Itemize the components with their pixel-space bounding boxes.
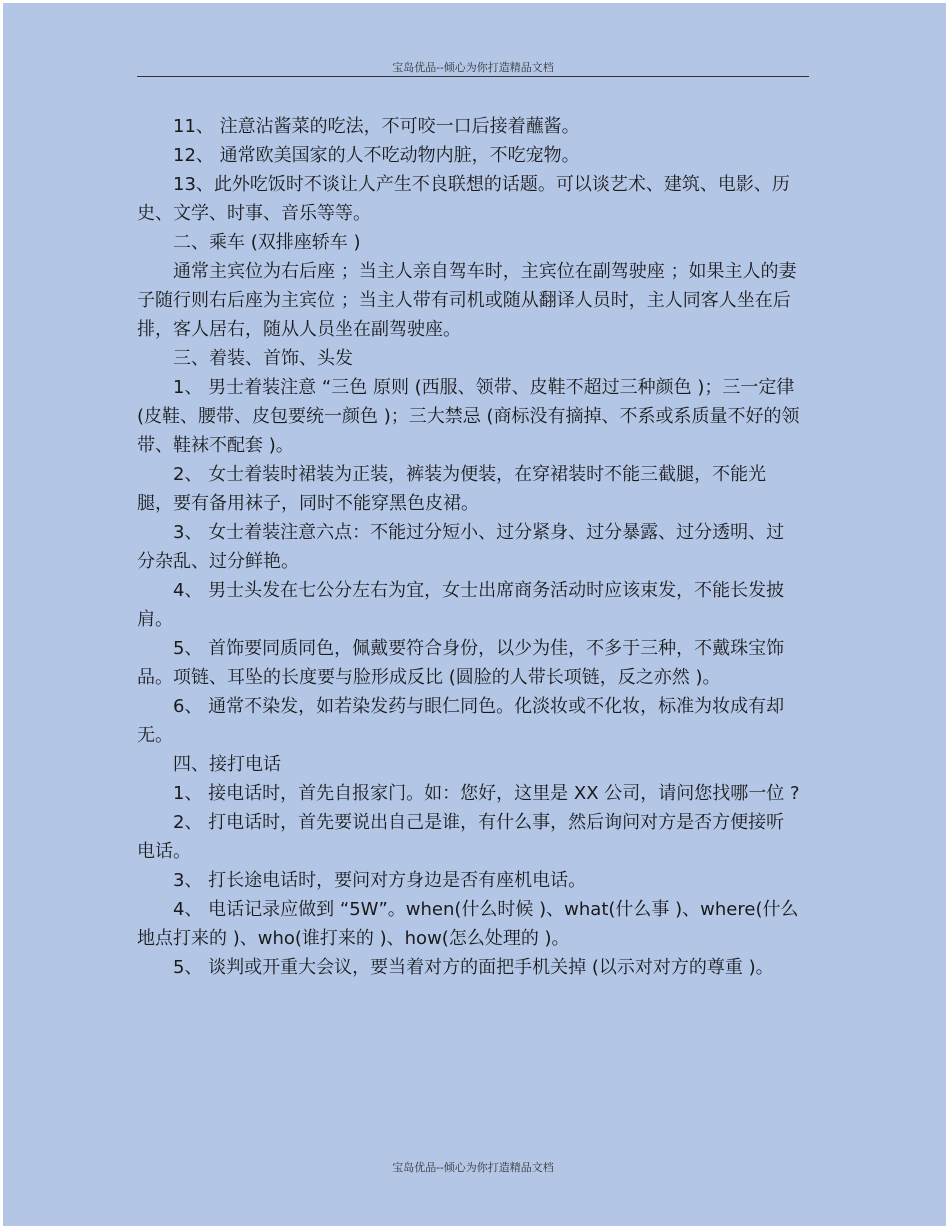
dress-item-6-paragraph: 6、 通常不染发，如若染发药与眼仁同色。化淡妆或不化妆，标准为妆成有却无。: [137, 696, 785, 746]
section-riding-heading: 二、乘车 (双排座轿车 ): [173, 232, 361, 253]
section-dress-heading: 三、着装、首饰、头发: [173, 348, 353, 369]
dress-item-4-paragraph: 4、 男士头发在七公分左右为宜，女士出席商务活动时应该束发，不能长发披肩。: [137, 580, 785, 630]
item-12-paragraph: 12、 通常欧美国家的人不吃动物内脏，不吃宠物。: [173, 145, 580, 166]
dress-item-2-paragraph: 2、 女士着装时裙装为正装，裤装为便装，在穿裙装时不能三截腿，不能光腿，要有备用袜子，同时不能穿黑色皮裙。: [137, 464, 767, 514]
document-body: [137, 112, 802, 982]
page-footer: 宝岛优品--倾心为你打造精品文档: [392, 1161, 554, 1174]
phone-item-4-paragraph: 4、 电话记录应做到 “5W”。when(什么时候 )、what(什么事 )、where(什么地点打来的 )、who(谁打来的 )、how(怎么处理的 )。: [137, 899, 799, 949]
item-13-paragraph: 13、此外吃饭时不谈让人产生不良联想的话题。可以谈艺术、建筑、电影、历史、文学、时事、音乐等等。: [137, 174, 790, 224]
item-11-paragraph: 11、 注意沾酱菜的吃法，不可咬一口后接着蘸酱。: [173, 116, 580, 137]
phone-item-1-paragraph: 1、 接电话时，首先自报家门。如：您好，这里是 XX 公司，请问您找哪一位 ?: [173, 783, 800, 804]
phone-item-5-paragraph: 5、 谈判或开重大会议，要当着对方的面把手机关掉 (以示对对方的尊重 )。: [173, 957, 774, 978]
dress-item-5-paragraph: 5、 首饰要同质同色，佩戴要符合身份，以少为佳，不多于三种，不戴珠宝饰品。项链、耳坠的长度要与脸形成反比 (圆脸的人带长项链，反之亦然 )。: [137, 638, 785, 688]
dress-item-3-paragraph: 3、 女士着装注意六点：不能过分短小、过分紧身、过分暴露、过分透明、过分杂乱、过分鲜艳。: [137, 522, 785, 572]
seating-paragraph: 通常主宾位为右后座 ；当主人亲自驾车时，主宾位在副驾驶座 ；如果主人的妻子随行则右后座为主宾位 ；当主人带有司机或随从翻译人员时，主人同客人坐在后排，客人居右，随从人员坐在副驾驶座。: [137, 261, 797, 340]
header-divider: [137, 76, 809, 77]
dress-item-1-paragraph: 1、 男士着装注意 “三色 原则 (西服、领带、皮鞋不超过三种颜色 )；三一定律 (皮鞋、腰带、皮包要统一颜色 )；三大禁忌 (商标没有摘掉、不系或系质量不好的领带、鞋袜不配套 )。: [137, 377, 800, 456]
phone-item-2-paragraph: 2、 打电话时，首先要说出自己是谁，有什么事，然后询问对方是否方便接听电话。: [137, 812, 785, 862]
section-phone-heading: 四、接打电话: [173, 754, 281, 775]
phone-item-3-paragraph: 3、 打长途电话时，要问对方身边是否有座机电话。: [173, 870, 587, 891]
page-header: 宝岛优品--倾心为你打造精品文档: [392, 61, 554, 74]
